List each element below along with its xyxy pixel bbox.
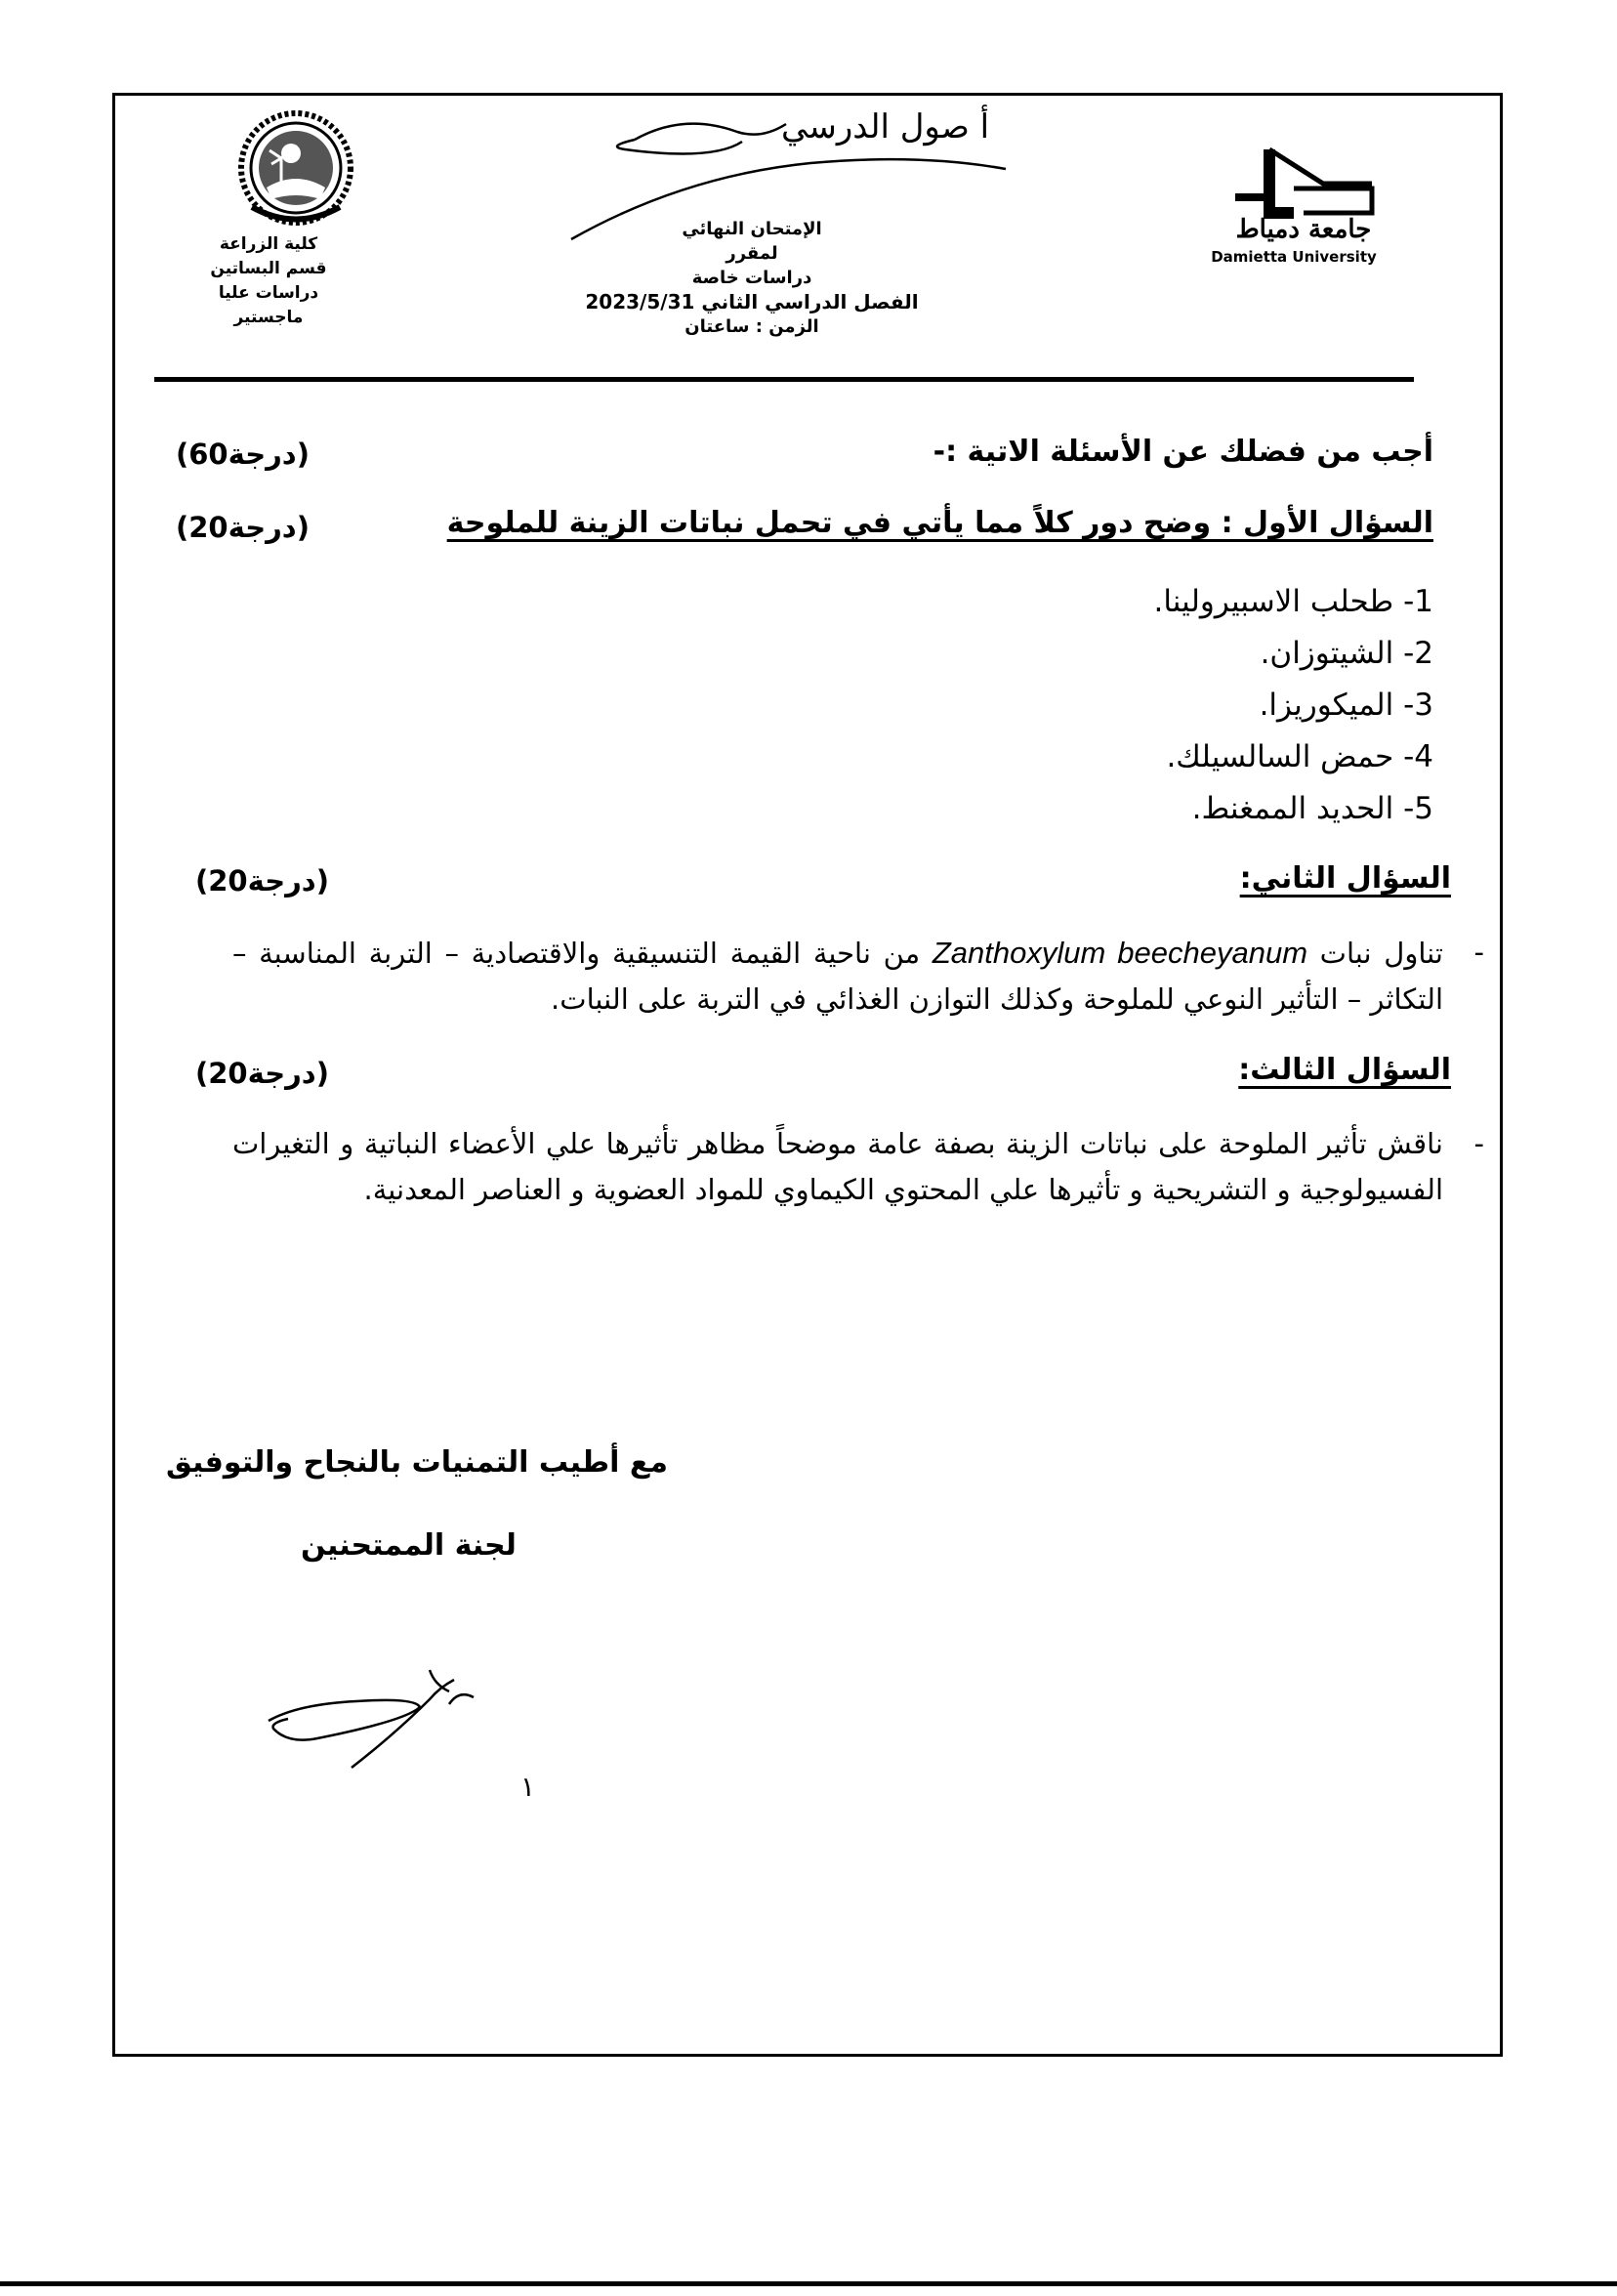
q3-bullet: -: [1473, 1127, 1484, 1160]
exam-title: الإمتحان النهائي: [682, 219, 822, 239]
faculty-info: [195, 232, 342, 330]
q3-body: [232, 1121, 1484, 1213]
list-item: 1- طحلب الاسبيرولينا.: [1153, 584, 1433, 619]
handwritten-signature: [259, 1660, 493, 1777]
department-name: قسم البساتين: [210, 259, 327, 278]
exam-info: [547, 217, 957, 339]
study-level: دراسات عليا: [218, 283, 319, 303]
course-name: دراسات خاصة: [691, 268, 812, 288]
q2-body: [232, 930, 1484, 1023]
q1-heading: السؤال الأول : وضح دور كلاً مما يأتي في تحمل نباتات الزينة للملوحة: [446, 506, 1433, 540]
q3-grade: (20درجة): [195, 1057, 329, 1090]
examiners-committee: لجنة الممتحنين: [301, 1528, 517, 1563]
handwritten-note: أ صول الدرسي: [781, 107, 990, 146]
page-number: ١: [520, 1771, 536, 1803]
semester-date: الفصل الدراسي الثاني 2023/5/31: [585, 290, 919, 313]
list-item: 2- الشيتوزان.: [1260, 636, 1433, 671]
q1-list: [1153, 576, 1433, 835]
exam-duration: الزمن : ساعتان: [684, 316, 819, 337]
list-item: 4- حمض السالسيلك.: [1166, 739, 1433, 774]
list-item: 3- الميكوريزا.: [1259, 688, 1433, 723]
instructions-text: أجب من فضلك عن الأسئلة الاتية :-: [933, 435, 1433, 469]
university-name-en: Damietta University: [1211, 248, 1377, 266]
closing-wishes: مع أطيب التمنيات بالنجاح والتوفيق: [166, 1445, 668, 1480]
q1-grade: (20درجة): [176, 511, 310, 544]
header-divider: [154, 377, 1414, 382]
faculty-emblem-logo: [223, 109, 369, 231]
university-logo: [1196, 135, 1391, 271]
faculty-name: كلية الزراعة: [219, 234, 318, 254]
q2-species-name: Zanthoxylum beecheyanum: [932, 936, 1308, 970]
university-emblem-icon: [1235, 145, 1382, 221]
q2-heading: السؤال الثاني:: [1239, 861, 1451, 896]
q2-bullet: -: [1473, 936, 1484, 969]
q3-text: ناقش تأثير الملوحة على نباتات الزينة بصفة عامة موضحاً مظاهر تأثيرها علي الأعضاء النباتية و التغيرات الفسيولوجية و التشريحية و تأثيرها علي المحتوي الكيماوي للمواد العضوية و العناصر المعدنية.: [232, 1127, 1443, 1206]
scan-bottom-edge: [0, 2281, 1617, 2286]
university-name-ar: جامعة دمياط: [1235, 215, 1372, 244]
q2-grade: (20درجة): [195, 864, 329, 898]
list-item: 5- الحديد الممغنط.: [1191, 791, 1433, 826]
q2-text-before: تناول نبات: [1307, 937, 1443, 970]
q3-heading: السؤال الثالث:: [1238, 1053, 1451, 1087]
course-label: لمقرر: [726, 243, 778, 264]
q2-text-after: من ناحية القيمة التنسيقية والاقتصادية – التربة المناسبة – التكاثر – التأثير النوعي للملوحة وكذلك التوازن الغذائي في التربة على النبات.: [232, 937, 1443, 1016]
total-grade: (60درجة): [176, 438, 310, 471]
degree-name: ماجستير: [233, 308, 304, 327]
